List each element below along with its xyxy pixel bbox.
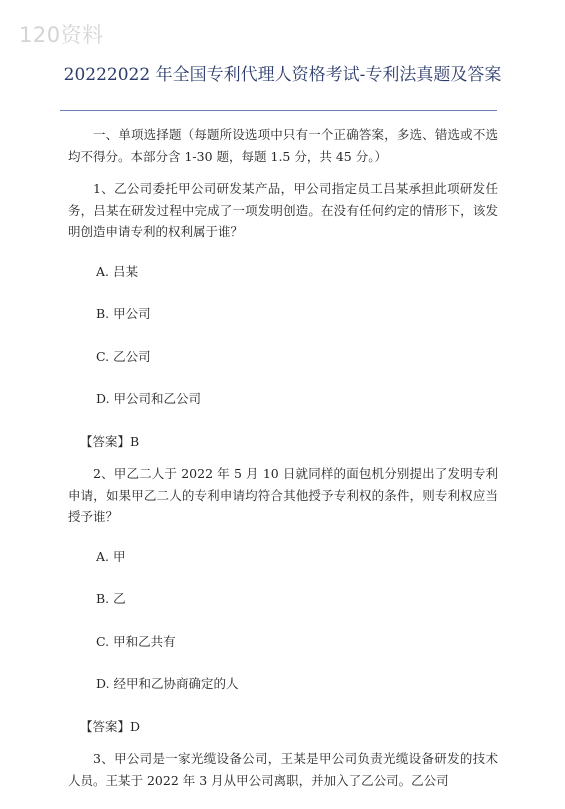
question-block	[68, 748, 498, 791]
section-instructions: 一、单项选择题（每题所设选项中只有一个正确答案，多选、错选或不选均不得分。本部分含 1-30 题，每题 1.5 分，共 45 分。）	[68, 127, 498, 164]
document-title: 20222022 年全国专利代理人资格考试-专利法真题及答案	[63, 65, 502, 85]
answer-label: 【答案】B	[80, 433, 140, 449]
question-stem: 1、乙公司委托甲公司研发某产品，甲公司指定员工吕某承担此项研发任务，吕某在研发过程中完成了一项发明创造。在没有任何约定的情形下，该发明创造申请专利的权利属于谁？	[68, 181, 498, 239]
option-d: D. 甲公司和乙公司	[96, 391, 202, 406]
option-b: B. 甲公司	[96, 306, 151, 321]
watermark: 120资料	[19, 23, 104, 47]
answer-label: 【答案】D	[80, 718, 141, 734]
title-divider	[60, 110, 497, 111]
question-block	[68, 463, 498, 737]
option-c: C. 甲和乙共有	[96, 633, 176, 649]
question-stem: 2、甲乙二人于 2022 年 5 月 10 日就同样的面包机分别提出了发明专利申请，如果甲乙二人的专利申请均符合其他授予专利权的条件，则专利权应当授予谁？	[68, 466, 498, 524]
option-c: C. 乙公司	[96, 348, 151, 364]
option-a: A. 甲	[96, 548, 126, 564]
option-d: D. 经甲和乙协商确定的人	[96, 676, 239, 691]
option-a: A. 吕某	[96, 263, 138, 279]
document-body	[68, 124, 498, 809]
question-block	[68, 178, 498, 452]
option-b: B. 乙	[96, 591, 126, 606]
question-stem: 3、甲公司是一家光缆设备公司，王某是甲公司负责光缆设备研发的技术人员。王某于 2022 年 3 月从甲公司离职，并加入了乙公司。乙公司	[68, 751, 498, 788]
